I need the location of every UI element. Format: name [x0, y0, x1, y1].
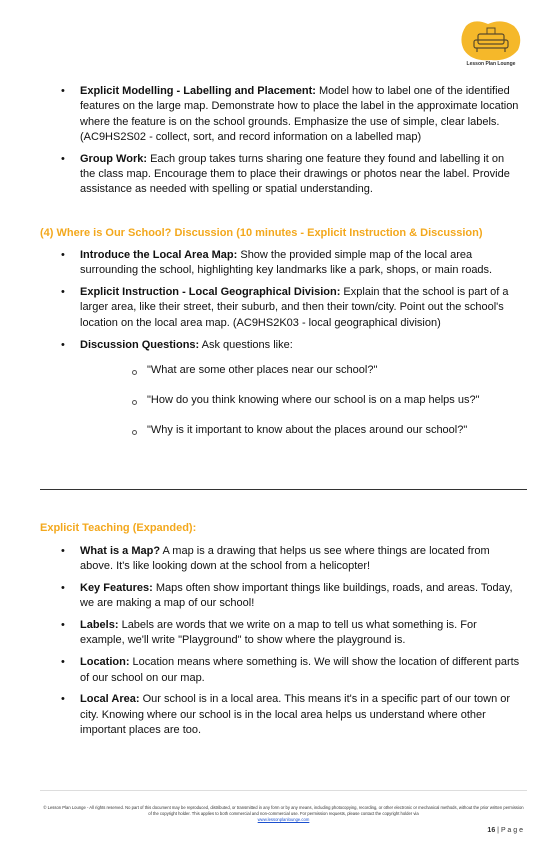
section-divider — [40, 489, 527, 490]
list-item: • Local Area: Our school is in a local area. This means it's in a specific part of our town or city. Knowing where our school is in the local area helps us understand where other important places are too. — [40, 692, 520, 738]
footer-divider — [40, 790, 527, 791]
copyright-footer — [42, 805, 525, 823]
logo-text: Lesson Plan Lounge — [466, 61, 516, 67]
list-item: • Key Features: Maps often show important things like buildings, roads, and areas. Today, we are making a map of our school! — [40, 581, 520, 612]
list-item: • Location: Location means where something is. We will show the location of different parts of our school on our map. — [40, 655, 520, 686]
section-heading: (4) Where is Our School? Discussion (10 minutes - Explicit Instruction & Discussion) — [40, 227, 483, 240]
list-item: • Group Work: Each group takes turns sharing one feature they found and labelling it on the class map. Encourage them to place their drawings or photos near the label. Provide assistance as needed with spelling or spatial understanding. — [40, 152, 520, 198]
section-heading: Explicit Teaching (Expanded): — [40, 522, 197, 534]
discussion-list — [40, 248, 520, 353]
list-item: • Labels: Labels are words that we write on a map to tell us what something is. For example, we'll write "Playground" to show where the playground is. — [40, 618, 520, 649]
list-item: • What is a Map? A map is a drawing that helps us see where things are located from above. It's like looking down at the school from a helicopter! — [40, 544, 520, 575]
question-item: "How do you think knowing where our school is on a map helps us?" — [40, 393, 520, 408]
list-item: • Discussion Questions: Ask questions like: — [40, 338, 520, 353]
modelling-list — [40, 84, 520, 198]
question-list — [40, 363, 520, 438]
question-item: "What are some other places near our school?" — [40, 363, 520, 378]
copyright-text: © Lesson Plan Lounge - All rights reserved. No part of this document may be reproduced, distributed, or transmitted in any form or by any means, including photocopying, recording, or other electronic or mechanical methods, without the prior written permission of the copyright holder. This applies to both commercial and non-commercial use. For permission requests, please contact the copyright holder via — [43, 805, 524, 816]
page-content — [40, 84, 520, 453]
list-item: • Introduce the Local Area Map: Show the provided simple map of the local area surrounding the school, highlighting key landmarks like a park, shops, or main roads. — [40, 248, 520, 279]
list-item: • Explicit Modelling - Labelling and Placement: Model how to label one of the identified features on the large map. Demonstrate how to place the label in the approximate location where the feature is on the school grounds. Emphasize the use of simple, clear labels. (AC9HS2S02 - collect, sort, and record information on a labelled map) — [40, 84, 520, 145]
website-link[interactable]: www.lessonplanlounge.com — [257, 817, 310, 822]
lesson-plan-lounge-logo — [458, 20, 524, 62]
list-item: • Explicit Instruction - Local Geographical Division: Explain that the school is part of a larger area, like their street, their suburb, and then their town/city. Point out the school's location on the local area map. (AC9HS2K03 - local geographical division) — [40, 285, 520, 331]
explicit-section — [40, 522, 520, 745]
explicit-list — [40, 544, 520, 738]
question-item: "Why is it important to know about the places around our school?" — [40, 423, 520, 438]
page-number: 16 | P a g e — [487, 827, 523, 834]
